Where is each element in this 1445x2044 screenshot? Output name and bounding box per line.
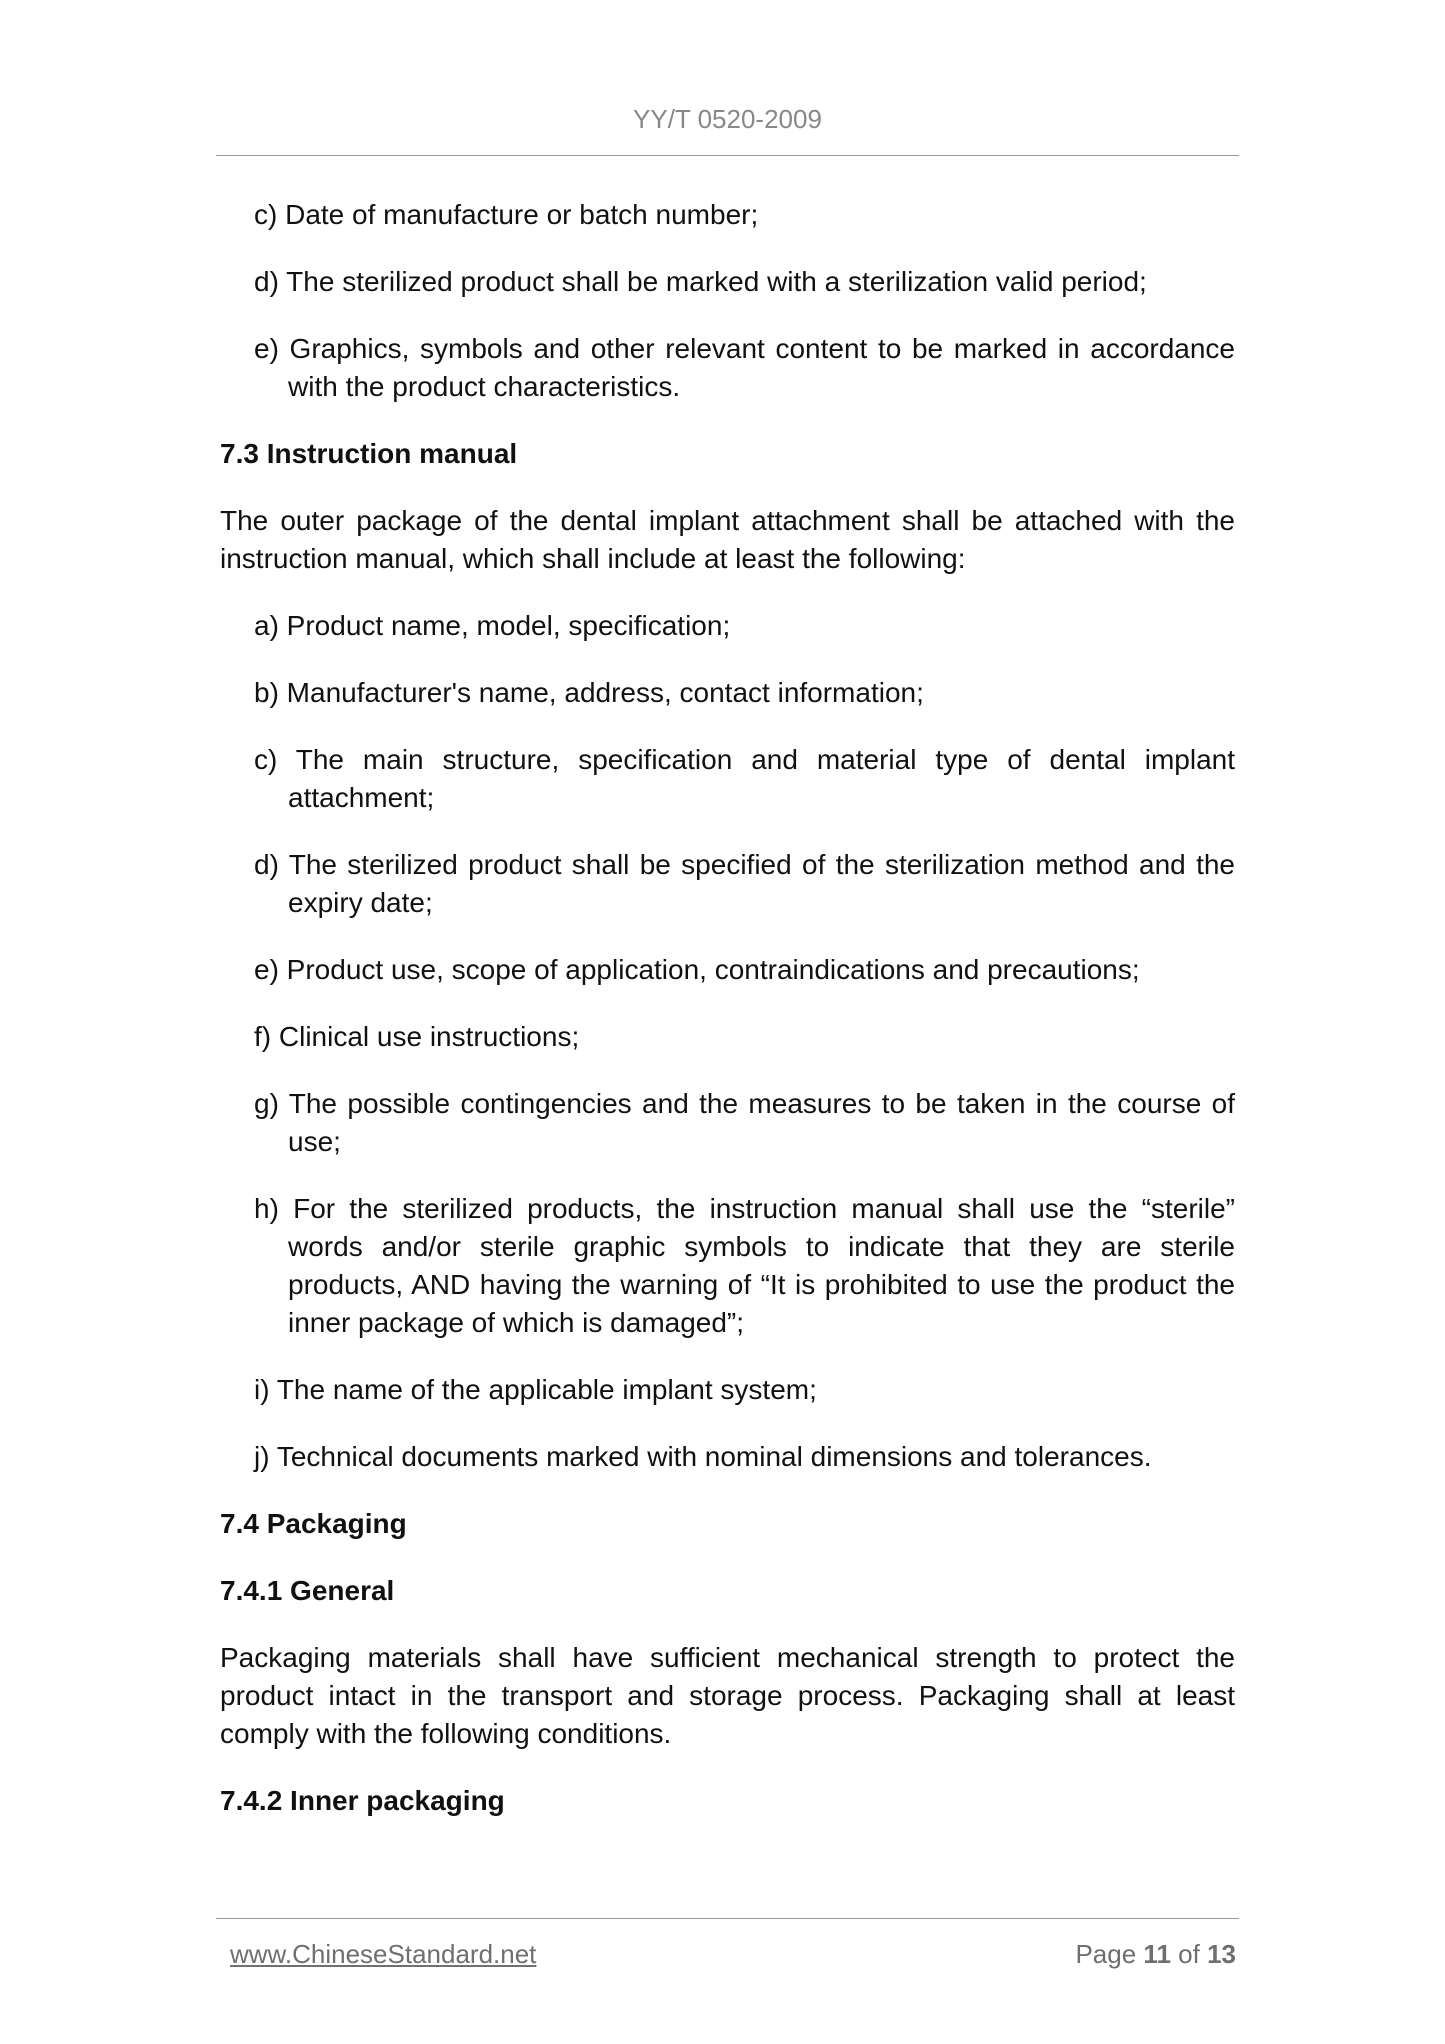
- document-code-header: YY/T 0520-2009: [633, 104, 822, 134]
- section-7-4-1-text: Packaging materials shall have sufficient mechanical strength to protect the product intact in the transport and storage process. Packaging shall at least comply with the following conditions.: [220, 1642, 1235, 1749]
- page-current: 11: [1143, 1939, 1171, 1969]
- footer-divider: [216, 1918, 1239, 1919]
- section-heading-7-4-2: 7.4.2 Inner packaging: [220, 1785, 505, 1816]
- list-item: c) The main structure, specification and material type of dental implant attachment;: [254, 744, 1235, 813]
- list-item: g) The possible contingencies and the measures to be taken in the course of use;: [254, 1088, 1235, 1157]
- section-7-3-intro: The outer package of the dental implant attachment shall be attached with the instruction manual, which shall include at least the following:: [220, 505, 1235, 574]
- list-item: d) The sterilized product shall be specified of the sterilization method and the expiry date;: [254, 849, 1235, 918]
- list-item: h) For the sterilized products, the instruction manual shall use the “sterile” words and/or sterile graphic symbols to indicate that they are sterile products, AND having the warning of “It is prohibited to use the product the inner package of which is damaged”;: [254, 1193, 1235, 1338]
- list-item: e) Graphics, symbols and other relevant content to be marked in accordance with the product characteristics.: [254, 333, 1235, 402]
- page-total: 13: [1207, 1939, 1236, 1969]
- list-item: a) Product name, model, specification;: [254, 610, 731, 641]
- list-item: c) Date of manufacture or batch number;: [254, 199, 759, 230]
- list-item: j) Technical documents marked with nominal dimensions and tolerances.: [254, 1441, 1152, 1472]
- list-item: e) Product use, scope of application, contraindications and precautions;: [254, 954, 1140, 985]
- section-heading-7-3: 7.3 Instruction manual: [220, 438, 518, 469]
- list-item: i) The name of the applicable implant system;: [254, 1374, 817, 1405]
- page-of: of: [1178, 1939, 1200, 1969]
- page-body: [220, 196, 1235, 1849]
- section-heading-7-4-1: 7.4.1 General: [220, 1575, 395, 1606]
- page-label: Page: [1075, 1939, 1137, 1969]
- website-link[interactable]: www.ChineseStandard.net: [230, 1939, 537, 1969]
- section-heading-7-4: 7.4 Packaging: [220, 1508, 407, 1539]
- page-number: [1075, 1939, 1236, 1970]
- list-item: b) Manufacturer's name, address, contact information;: [254, 677, 924, 708]
- list-item: d) The sterilized product shall be marked with a sterilization valid period;: [254, 266, 1147, 297]
- list-item: f) Clinical use instructions;: [254, 1021, 580, 1052]
- header-divider: [216, 155, 1239, 156]
